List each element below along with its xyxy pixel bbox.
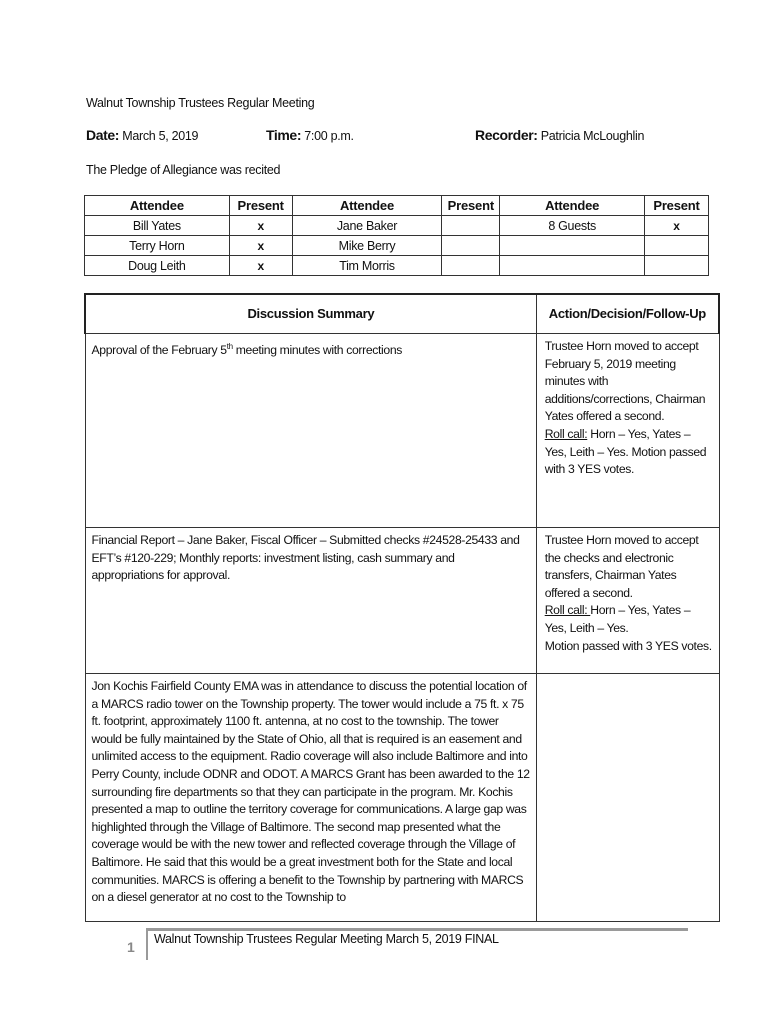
attendee-name: 8 Guests [500,216,645,236]
discussion-summary-cell [85,674,536,922]
recorder-field [475,127,644,143]
attendee-header: Attendee [292,196,442,216]
attendee-header: Attendee [500,196,645,216]
action-text: Trustee Horn moved to accept the checks and electronic transfers, Chairman Yates offered a second. [544,533,699,600]
discussion-row [85,528,719,674]
present-mark: x [644,216,708,236]
footer-divider [146,928,688,931]
attendee-name [500,236,645,256]
action-header: Action/Decision/Follow-Up [536,294,719,334]
roll-call-label: Roll call: [544,603,591,618]
action-cell [536,334,719,528]
document-title: Walnut Township Trustees Regular Meeting [86,96,315,110]
attendee-name: Doug Leith [85,256,230,276]
time-value: 7:00 p.m. [304,129,354,143]
footer-text: Walnut Township Trustees Regular Meeting March 5, 2019 FINAL [154,932,499,946]
discussion-row [85,674,719,922]
action-cell [536,674,719,922]
time-label: Time: [266,127,302,143]
discussion-table [84,293,720,922]
recorder-label: Recorder: [475,127,538,143]
discussion-summary-cell [85,334,536,528]
date-field [86,127,198,143]
summary-text: meeting minutes with corrections [232,343,402,358]
present-mark: x [229,256,292,276]
action-text: Horn – Yes, Yates – Yes, Leith – Yes. [544,603,691,635]
footer-divider-vertical [146,928,148,960]
discussion-header-row [85,294,719,334]
present-header: Present [229,196,292,216]
summary-text: Approval of the February 5 [91,343,227,358]
discussion-summary-header: Discussion Summary [85,294,536,334]
attendance-row [85,236,709,256]
present-header: Present [442,196,500,216]
attendee-header: Attendee [85,196,230,216]
summary-text: Jon Kochis Fairfield County EMA was in attendance to discuss the potential location of a MARCS radio tower on the Township property. The tower would include a 75 ft. x 75 ft. footprint, approximately 1100 ft. antenna, at no cost to the township. The tower would be fully maintained by the State of Ohio, all that is required is an easement and unlimited access to the equipment. Radio coverage will also include Baltimore and into Perry County, include ODNR and ODOT. A MARCS Grant has been awarded to the 12 surrounding fire departments so that they can participate in the program. Mr. Kochis presented a map to outline the territory coverage for communications. A large gap was highlighted through the Village of Baltimore. The second map presented what the coverage would be with the new tower and reflected coverage through the Village of Baltimore. He said that this would be a great investment both for the State and local communities. MARCS is offering a benefit to the Township by partnering with MARCS on a diesel generator at no cost to the Township to [91,679,530,905]
summary-text: Financial Report – Jane Baker, Fiscal Officer – Submitted checks #24528-25433 and EFT’s #120-229; Monthly reports: investment listing, cash summary and appropriations for approval. [91,533,520,583]
present-mark [442,216,500,236]
present-header: Present [644,196,708,216]
attendance-row [85,256,709,276]
attendance-table [84,195,709,276]
action-cell [536,528,719,674]
discussion-row [85,334,719,528]
attendee-name: Tim Morris [292,256,442,276]
date-label: Date: [86,127,120,143]
present-mark [644,256,708,276]
attendance-header-row [85,196,709,216]
attendee-name: Terry Horn [85,236,230,256]
meeting-meta [86,127,726,147]
roll-call-label: Roll call: [544,426,588,441]
present-mark: x [229,216,292,236]
action-text: Trustee Horn moved to accept February 5, 2019 meeting minutes with additions/corrections, Chairman Yates offered a second. [544,339,706,424]
action-text: Horn – Yes, Yates – Yes, Leith – Yes. Motion passed with 3 YES votes. [544,426,707,477]
present-mark [442,256,500,276]
ordinal-suffix: th [226,342,233,351]
present-mark: x [229,236,292,256]
attendee-name: Bill Yates [85,216,230,236]
attendee-name: Mike Berry [292,236,442,256]
discussion-summary-cell [85,528,536,674]
action-text: Motion passed with 3 YES votes. [544,638,712,653]
present-mark [644,236,708,256]
time-field [266,127,354,143]
present-mark [442,236,500,256]
date-value: March 5, 2019 [122,129,199,143]
recorder-value: Patricia McLoughlin [540,129,645,143]
attendee-name [500,256,645,276]
attendance-row [85,216,709,236]
attendee-name: Jane Baker [292,216,442,236]
page-number: 1 [127,939,135,955]
pledge-text: The Pledge of Allegiance was recited [86,163,281,177]
